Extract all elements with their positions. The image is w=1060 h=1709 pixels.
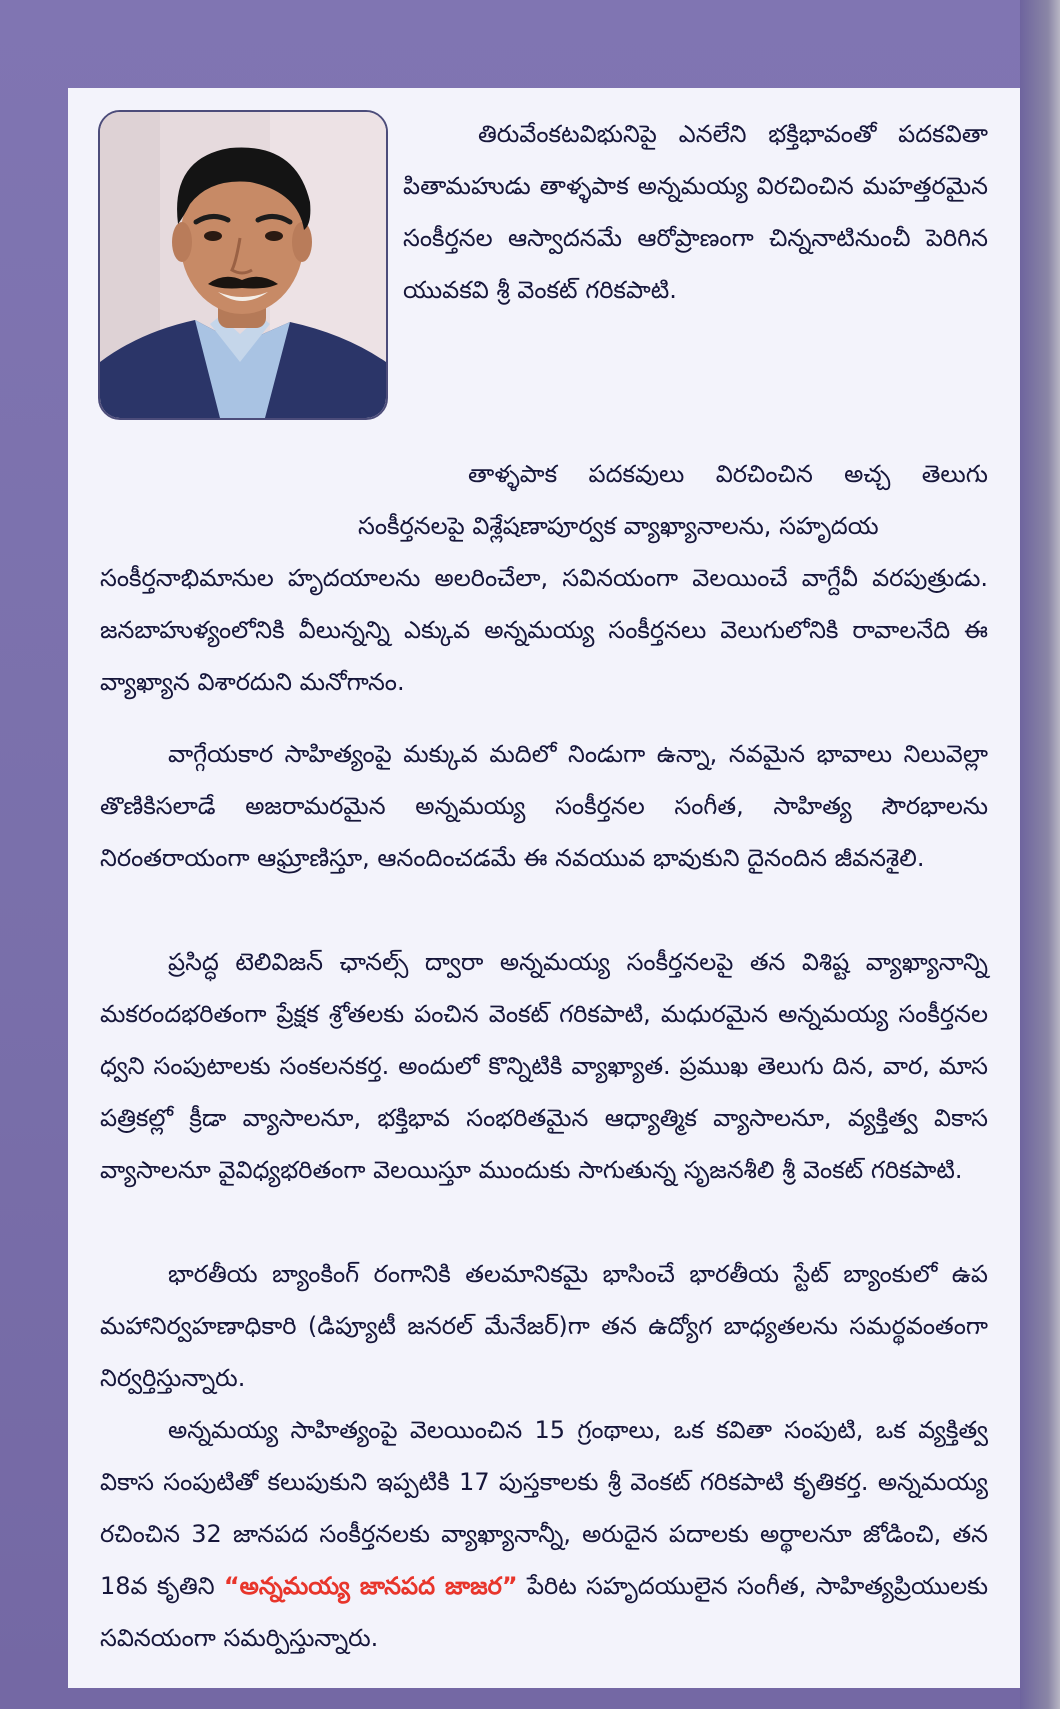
book-title-highlight: “అన్నమయ్య జానపద జాజర” — [223, 1572, 518, 1600]
paragraph-6 — [100, 1404, 988, 1664]
paragraph-3: వాగ్గేయకార సాహిత్యంపై మక్కువ మదిలో నిండుగా ఉన్నా, నవమైన భావాలు నిలువెల్లా తొణికిసలాడే అజరామరమైన అన్నమయ్య సంకీర్తనల సంగీత, సాహిత్య సౌరభాలను నిరంతరాయంగా ఆఘ్రాణిస్తూ, ఆనందించడమే ఈ నవయువ భావుకుని దైనందిన జీవనశైలి. — [100, 740, 988, 872]
paragraph-5: భారతీయ బ్యాంకింగ్ రంగానికి తలమానికమై భాసించే భారతీయ స్టేట్ బ్యాంకులో ఉప మహానిర్వహణాధికారి (డిప్యూటీ జనరల్ మేనేజర్)గా తన ఉద్యోగ బాధ్యతలను సమర్థవంతంగా నిర్వర్తిస్తున్నారు. — [100, 1260, 988, 1392]
paragraph-6-after: పేరిట సహృదయులైన సంగీత, సాహిత్యప్రియులకు సవినయంగా సమర్పిస్తున్నారు. — [100, 1572, 989, 1652]
paragraph-6-before: అన్నమయ్య సాహిత్యంపై వెలయించిన 15 గ్రంథాలు, ఒక కవితా సంపుటి, ఒక వ్యక్తిత్వ వికాస సంపుటితో కలుపుకుని ఇప్పటికి 17 పుస్తకాలకు శ్రీ వెంకట్ గరికపాటి కృతికర్త. అన్నమయ్య రచించిన 32 జానపద సంకీర్తనలకు వ్యాఖ్యానాన్నీ, అరుదైన పదాలకు అర్థాలనూ జోడించి, తన 18వ కృతిని — [100, 1416, 988, 1600]
paragraph-2-rest: సంకీర్తనాభిమానుల హృదయాలను అలరించేలా, సవినయంగా వెలయించే వాగ్దేవీ వరపుత్రుడు. జనబాహుళ్యంలోనికి వీలున్నన్ని ఎక్కువ అన్నమయ్య సంకీర్తనలు వెలుగులోనికి రావాలనేది ఈ వ్యాఖ్యాన విశారదుని మనోగానం. — [100, 564, 988, 696]
intro-paragraph: తిరువేంకటవిభునిపై ఎనలేని భక్తిభావంతో పదకవితా పితామహుడు తాళ్ళపాక అన్నమయ్య విరచించిన మహత్తరమైన సంకీర్తనల ఆస్వాదనమే ఆరోప్రాణంగా చిన్ననాటినుంచీ పెరిగిన యువకవి శ్రీ వెంకట్ గరికపాటి. — [403, 120, 988, 304]
text-panel — [68, 88, 1020, 1688]
portrait-illustration — [100, 112, 386, 418]
author-photo — [98, 110, 388, 420]
paragraph-2-lead: తాళ్ళపాక పదకవులు విరచించిన అచ్చ తెలుగు సంకీర్తనలపై విశ్లేషణాపూర్వక వ్యాఖ్యానాలను, సహృదయ — [358, 460, 988, 540]
paragraph-4: ప్రసిద్ధ టెలివిజన్ ఛానల్స్ ద్వారా అన్నమయ్య సంకీర్తనలపై తన విశిష్ట వ్యాఖ్యానాన్ని మకరందభరితంగా ప్రేక్షక శ్రోతలకు పంచిన వెంకట్ గరికపాటి, మధురమైన అన్నమయ్య సంకీర్తనల ధ్వని సంపుటాలకు సంకలనకర్త. అందులో కొన్నిటికి వ్యాఖ్యాత. ప్రముఖ తెలుగు దిన, వార, మాస పత్రికల్లో క్రీడా వ్యాసాలనూ, భక్తిభావ సంభరితమైన ఆధ్యాత్మిక వ్యాసాలనూ, వ్యక్తిత్వ వికాస వ్యాసాలనూ వైవిధ్యభరితంగా వెలయిస్తూ ముందుకు సాగుతున్న సృజనశీలి శ్రీ వెంకట్ గరికపాటి. — [100, 948, 988, 1184]
cover-spine-edge — [1020, 0, 1060, 1709]
